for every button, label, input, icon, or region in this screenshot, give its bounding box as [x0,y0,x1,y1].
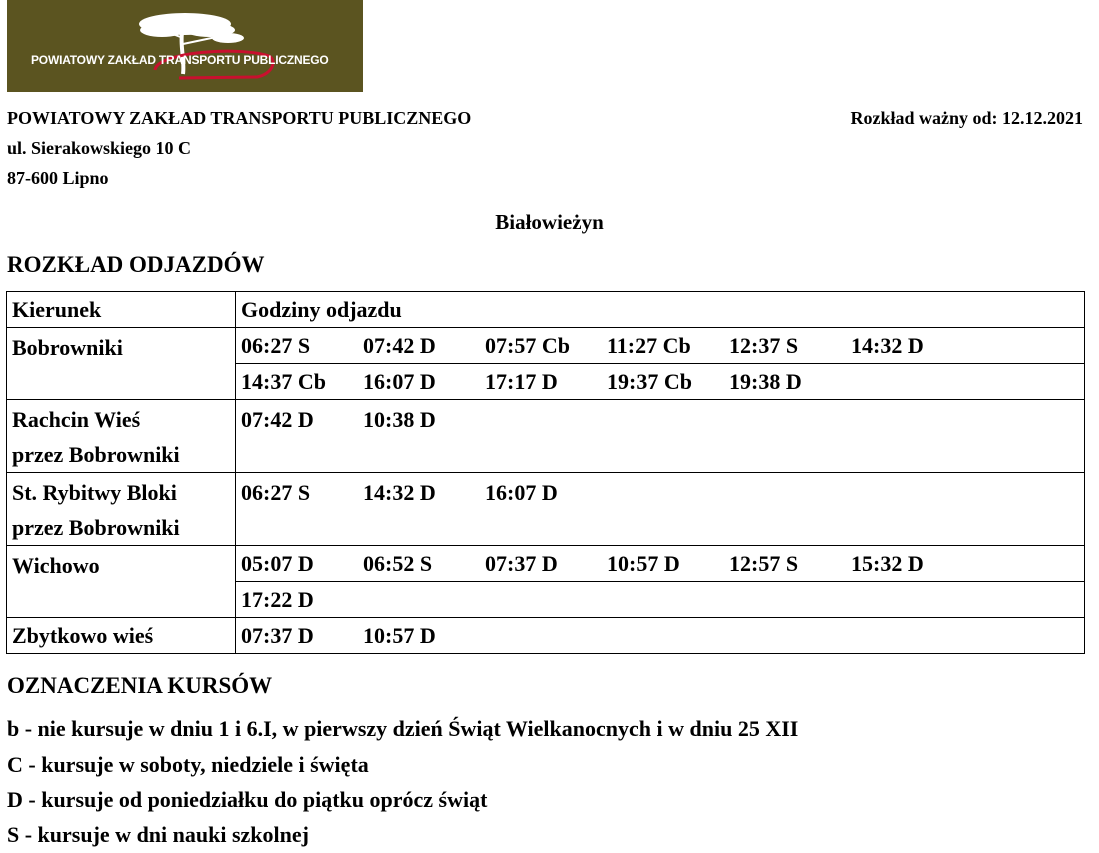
departure-time: 06:27 S [241,480,311,505]
departure-time: 10:57 D [363,622,436,648]
direction-via: przez Bobrowniki [12,515,180,540]
times-cell [236,618,1085,654]
departure-time: 12:57 S [729,550,799,576]
tree-logo-icon [7,0,363,92]
table-row [7,618,1085,654]
stop-name: Białowieżyn [495,210,604,234]
logo-text: POWIATOWY ZAKŁAD TRANSPORTU PUBLICZNEGO [31,53,329,67]
departure-time: 19:37 Cb [607,368,692,394]
legend-item: D - kursuje od poniedziałku do piątku oprócz świąt [7,787,488,812]
schedule-title: ROZKŁAD ODJAZDÓW [7,252,265,277]
table-row [7,400,1085,473]
company-name: POWIATOWY ZAKŁAD TRANSPORTU PUBLICZNEGO [7,108,472,128]
direction-cell [7,328,236,400]
departure-time: 07:57 Cb [485,332,570,358]
departure-time: 07:37 D [241,622,314,648]
departure-table [6,291,1085,654]
departure-time: 06:52 S [363,550,433,576]
table-header-row [7,292,1085,328]
legend-item: b - nie kursuje w dniu 1 i 6.I, w pierwszy dzień Świąt Wielkanocnych i w dniu 25 XII [7,716,799,741]
times-cell [236,473,1085,546]
departure-time: 11:27 Cb [607,332,691,358]
legend-item: C - kursuje w soboty, niedziele i święta [7,752,369,777]
direction-cell [7,546,236,618]
direction-cell [7,400,236,473]
departure-time: 14:32 D [363,480,436,505]
times-cell [236,400,1085,473]
legend-item: S - kursuje w dni nauki szkolnej [7,822,309,847]
departure-time: 14:32 D [851,332,924,358]
direction-name: Bobrowniki [12,335,123,360]
departure-time: 10:57 D [607,550,680,576]
direction-via: przez Bobrowniki [12,442,180,467]
direction-name: St. Rybitwy Bloki [12,480,177,505]
table-row [7,328,1085,364]
table-row [7,546,1085,582]
direction-name: Rachcin Wieś [12,407,141,432]
header-direction: Kierunek [7,292,236,328]
departure-time: 16:07 D [485,480,558,505]
direction-cell [7,473,236,546]
direction-name: Wichowo [12,553,100,578]
direction-cell [7,618,236,654]
departure-time: 19:38 D [729,368,802,394]
times-cell [236,328,1085,364]
departure-time: 17:22 D [241,586,314,612]
departure-time: 06:27 S [241,332,311,358]
departure-time: 15:32 D [851,550,924,576]
company-street: ul. Sierakowskiego 10 C [7,138,192,158]
company-city: 87-600 Lipno [7,168,109,188]
times-cell [236,582,1085,618]
departure-time: 10:38 D [363,407,436,432]
table-row [7,473,1085,546]
legend-title: OZNACZENIA KURSÓW [7,673,273,698]
departure-time: 12:37 S [729,332,799,358]
valid-from: Rozkład ważny od: 12.12.2021 [850,108,1083,128]
departure-time: 05:07 D [241,550,314,576]
departure-time: 16:07 D [363,368,436,394]
times-cell [236,364,1085,400]
departure-time: 07:42 D [363,332,436,358]
departure-time: 07:37 D [485,550,558,576]
header-times: Godziny odjazdu [236,292,1085,328]
company-logo [7,0,363,92]
direction-name: Zbytkowo wieś [12,622,154,648]
departure-time: 14:37 Cb [241,368,326,394]
times-cell [236,546,1085,582]
departure-time: 17:17 D [485,368,558,394]
departure-time: 07:42 D [241,407,314,432]
